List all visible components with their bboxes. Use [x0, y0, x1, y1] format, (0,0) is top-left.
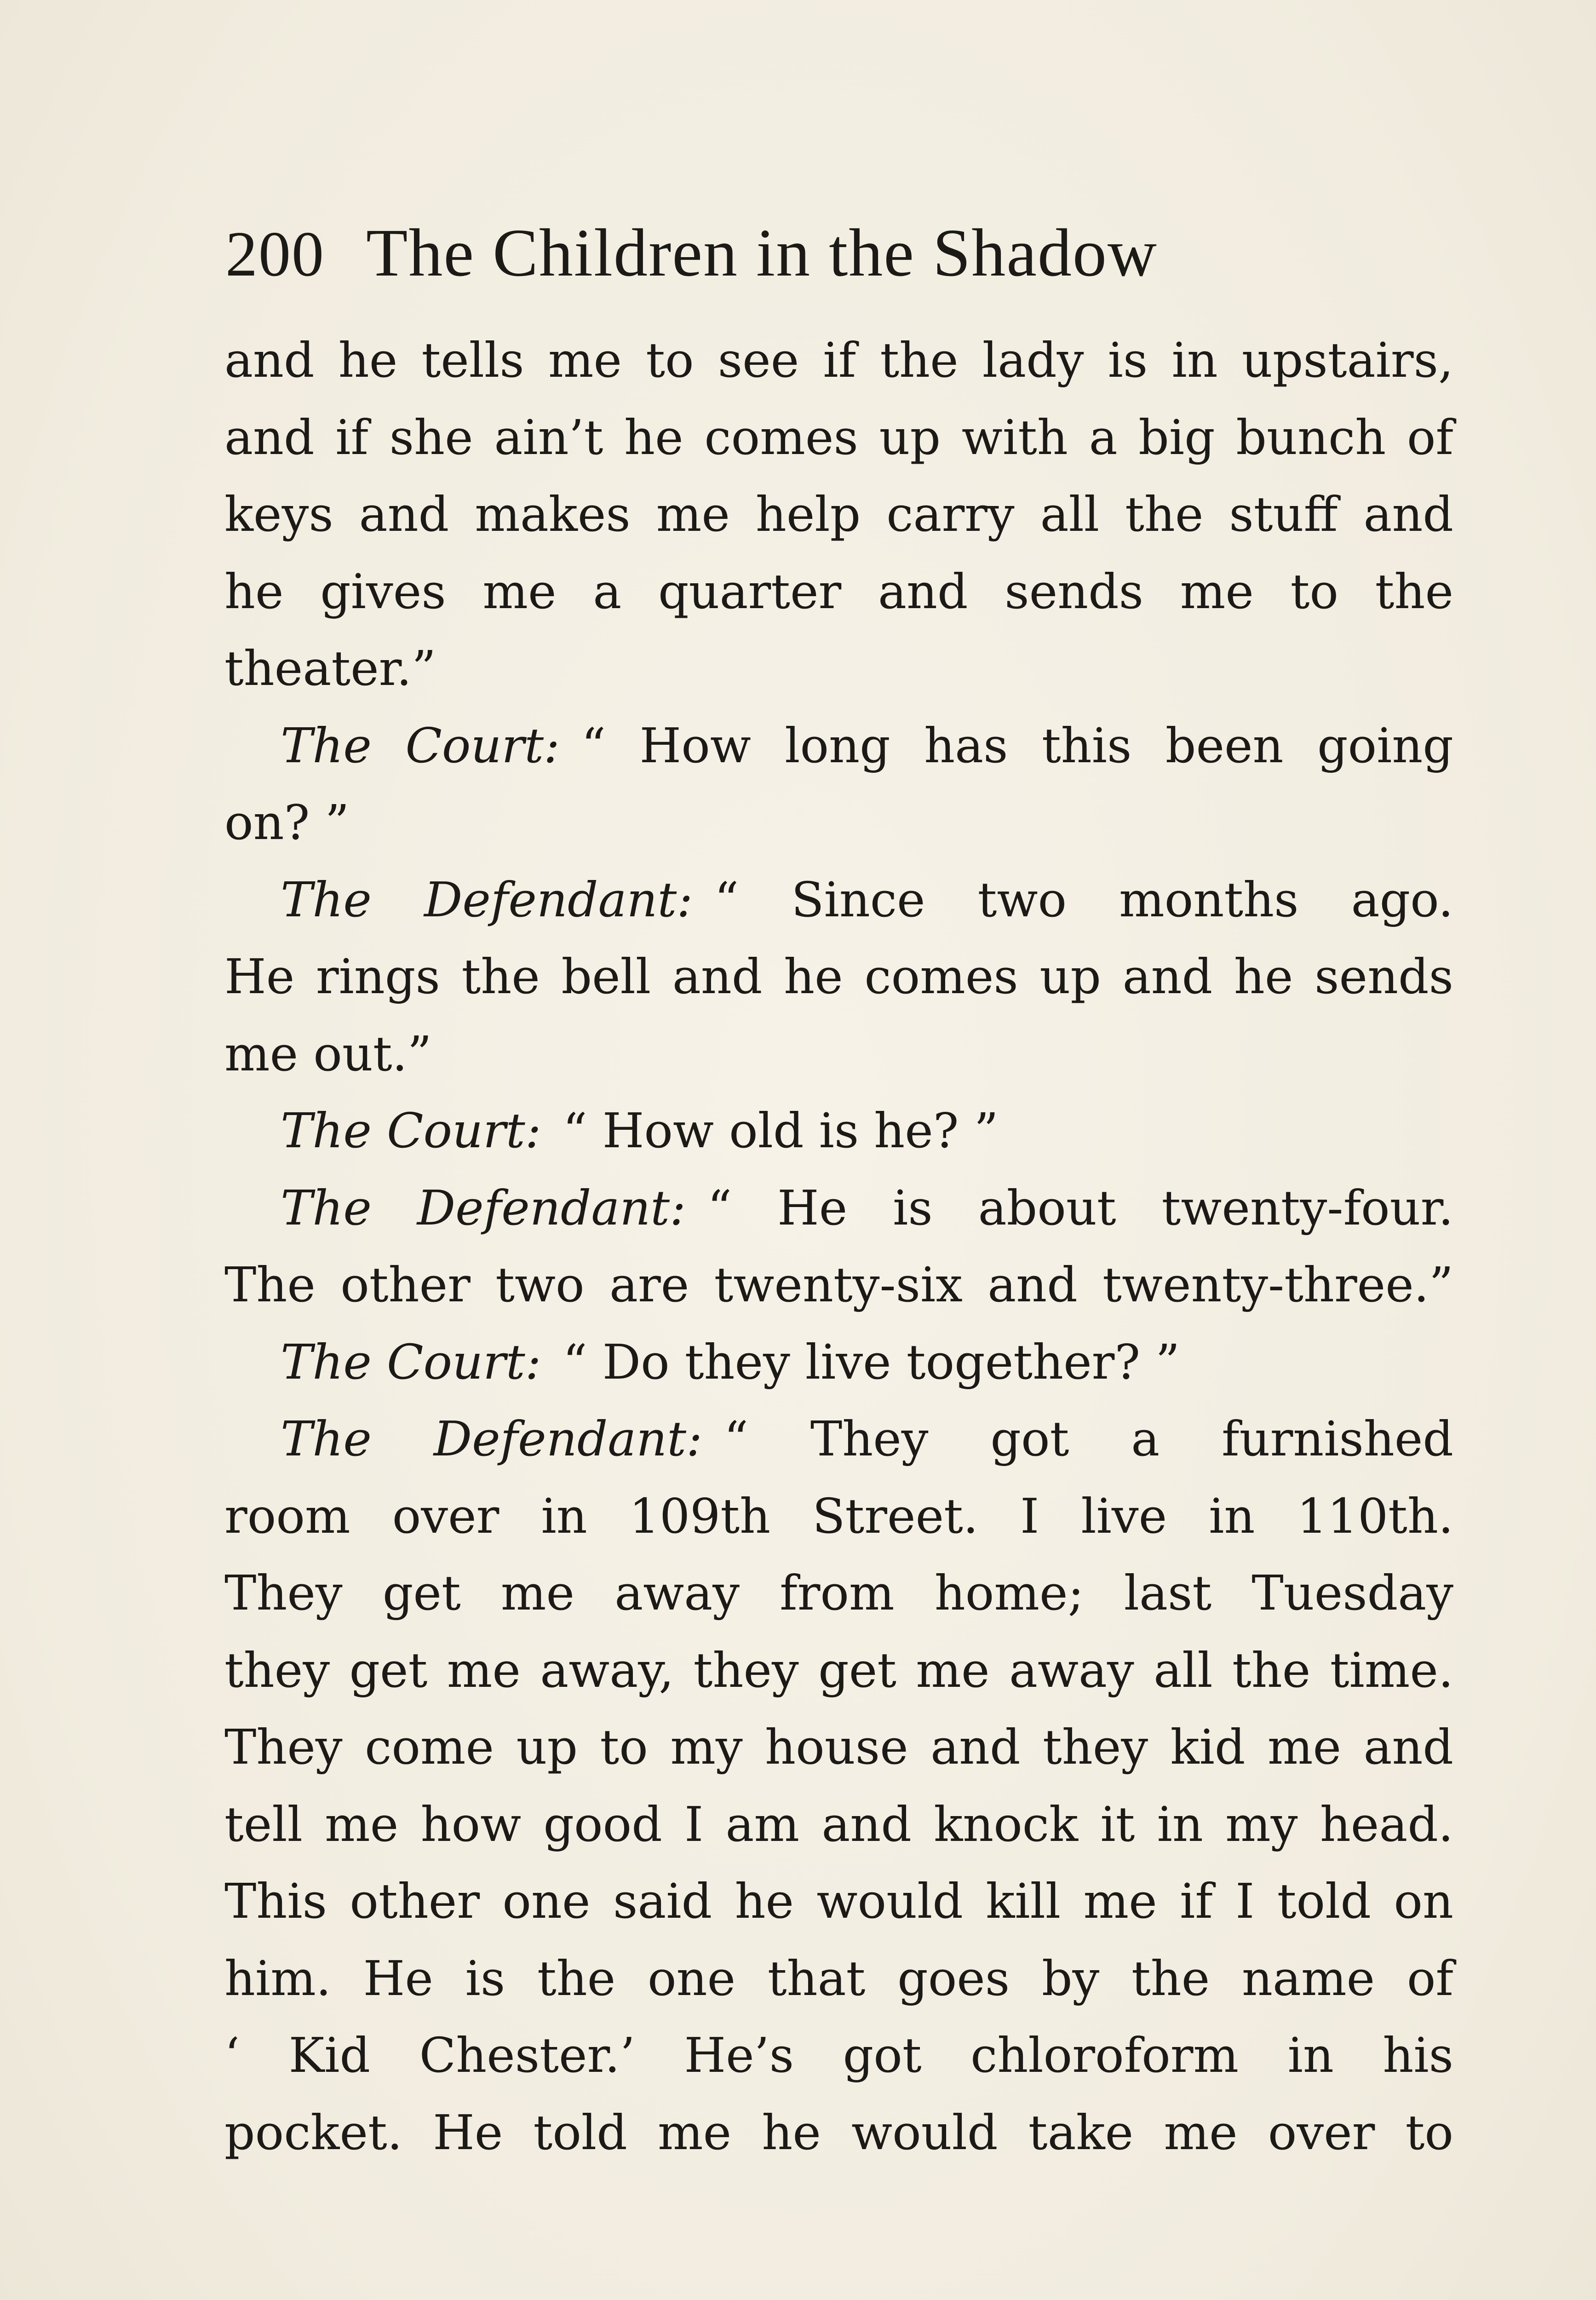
dialogue-line: The Defendant: “ They got a furnished	[281, 1411, 1454, 1467]
text-line: they get me away, they get me away all the time.	[224, 1642, 1453, 1698]
text-line: He rings the bell and he comes up and he sends	[224, 949, 1453, 1005]
page-number: 200	[225, 218, 325, 290]
dialogue-line: The Defendant: “ Since two months ago.	[281, 871, 1453, 928]
text-line: This other one said he would kill me if I told on	[224, 1873, 1453, 1929]
text-line: keys and makes me help carry all the stuff and	[224, 486, 1453, 542]
running-title: The Children in the Shadow	[366, 215, 1158, 291]
text-line: and if she ain’t he comes up with a big bunch of	[224, 409, 1453, 466]
speaker-label: The Court:	[281, 1103, 541, 1159]
text-line: him. He is the one that goes by the name of	[224, 1950, 1453, 2007]
text-line: me out.”	[224, 1025, 432, 1082]
body-text	[224, 322, 1453, 2171]
speaker-label: The Defendant:	[281, 1179, 686, 1236]
text-line: They come up to my house and they kid me and	[224, 1719, 1453, 1775]
dialogue-line: The Court: “ Do they live together? ”	[281, 1334, 1180, 1390]
text-line: tell me how good I am and knock it in my head.	[224, 1796, 1453, 1852]
dialogue-line: The Court: “ How old is he? ”	[281, 1103, 999, 1159]
speaker-label: The Defendant:	[281, 871, 693, 928]
text-line: room over in 109th Street. I live in 110th.	[224, 1488, 1453, 1544]
text-line: he gives me a quarter and sends me to the	[224, 563, 1453, 620]
text-line: on? ”	[224, 794, 350, 851]
speaker-label: The Court:	[281, 717, 560, 774]
text-line: They get me away from home; last Tuesday	[224, 1565, 1453, 1621]
speaker-label: The Court:	[281, 1334, 541, 1390]
dialogue-line: The Court: “ How long has this been going	[281, 717, 1453, 774]
dialogue-line: The Defendant: “ He is about twenty-four.	[281, 1179, 1454, 1236]
text-line: theater.”	[224, 640, 436, 696]
text-line: and he tells me to see if the lady is in upstairs,	[224, 332, 1453, 388]
text-line: pocket. He told me he would take me over to	[224, 2104, 1453, 2161]
text-line: The other two are twenty-six and twenty-three.”	[224, 1257, 1453, 1313]
speaker-label: The Defendant:	[281, 1411, 703, 1467]
text-line: ‘ Kid Chester.’ He’s got chloroform in his	[224, 2027, 1453, 2083]
running-head	[225, 216, 1158, 290]
